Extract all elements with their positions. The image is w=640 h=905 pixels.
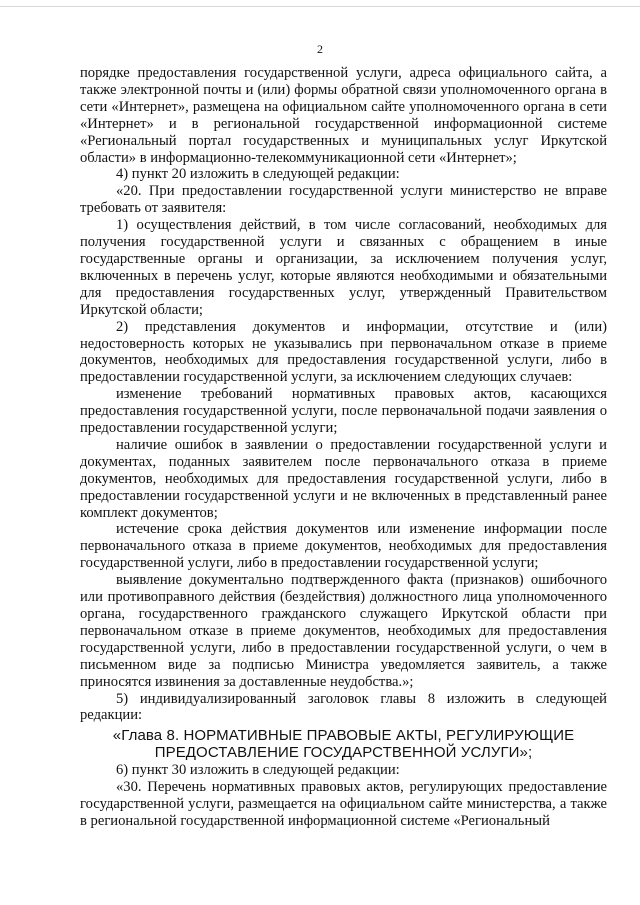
paragraph-item-5: 5) индивидуализированный заголовок главы 8 изложить в следующей редакции: [80, 690, 607, 724]
scan-top-edge [0, 6, 640, 7]
page-number: 2 [317, 42, 323, 56]
paragraph-case-errors: наличие ошибок в заявлении о предоставлении государственной услуги и документах, поданных заявителем после первоначального отказа в приеме документов, необходимых для предоставления государственной услуги, либо в предоставлении государственной услуги и не включенных в представленный ранее комплект документов; [80, 436, 607, 521]
paragraph-point-20: «20. При предоставлении государственной услуги министерство не вправе требовать от заявителя: [80, 183, 607, 217]
paragraph-case-wrongful-action: выявление документально подтвержденного факта (признаков) ошибочного или противоправного действия (бездействия) должностного лица уполномоченного органа, государственного гражданского служащего Иркутской области при первоначальном отказе в приеме документов, необходимых для предоставления государственной услуги, либо в предоставлении государственной услуги, о чем в письменном виде за подписью Министра уведомляется заявитель, а также приносятся извинения за доставленные неудобства.»; [80, 572, 607, 690]
paragraph-case-expiry: истечение срока действия документов или изменение информации после первоначального отказа в приеме документов, необходимых для предоставления государственной услуги, либо в предоставлении государственной услуги; [80, 521, 607, 572]
document-body [80, 65, 607, 830]
paragraph-case-requirements-change: изменение требований нормативных правовых актов, касающихся предоставления государственной услуги, после первоначальной подачи заявления о предоставлении государственной услуги; [80, 386, 607, 437]
chapter-8-heading-line-1: «Глава 8. НОРМАТИВНЫЕ ПРАВОВЫЕ АКТЫ, РЕГУЛИРУЮЩИЕ [112, 727, 575, 745]
paragraph-subitem-2: 2) представления документов и информации, отсутствие и (или) недостоверность которых не указывались при первоначальном отказе в приеме документов, необходимых для предоставления государственной услуги, либо в предоставлении государственной услуги, за исключением следующих случаев: [80, 318, 607, 386]
paragraph-point-30: «30. Перечень нормативных правовых актов, регулирующих предоставление государственной услуги, размещается на официальном сайте министерства, а также в региональной государственной информационной системе «Региональный [80, 779, 607, 830]
paragraph-subitem-1: 1) осуществления действий, в том числе согласований, необходимых для получения государственной услуги и связанных с обращением в иные государственные органы и организации, за исключением получения услуг, включенных в перечень услуг, которые являются необходимыми и обязательными для предоставления государственных услуг, утвержденный Правительством Иркутской области; [80, 217, 607, 318]
chapter-8-heading-line-2: ПРЕДОСТАВЛЕНИЕ ГОСУДАРСТВЕННОЙ УСЛУГИ»; [154, 744, 533, 762]
paragraph-item-4: 4) пункт 20 изложить в следующей редакции: [116, 166, 400, 183]
chapter-8-heading [80, 727, 607, 761]
paragraph-continuation: порядке предоставления государственной услуги, адреса официального сайта, а также электронной почты и (или) формы обратной связи уполномоченного органа в сети «Интернет», размещена на официальном сайте уполномоченного органа в сети «Интернет» и в региональной государственной информационной системе «Региональный портал государственных и муниципальных услуг Иркутской области» в информационно-телекоммуникационной сети «Интернет»; [80, 65, 607, 166]
paragraph-item-6: 6) пункт 30 изложить в следующей редакции: [116, 762, 400, 779]
